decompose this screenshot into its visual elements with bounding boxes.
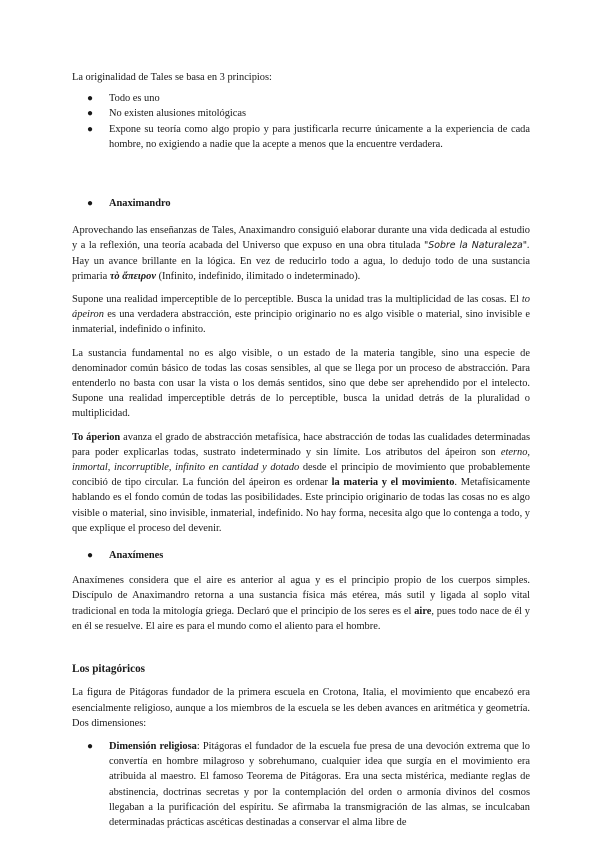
apeiron-bold-term: To áperion bbox=[72, 431, 121, 443]
anaximenes-heading: Anaxímenes bbox=[109, 550, 164, 562]
anaximandro-paragraph-4: To áperion avanza el grado de abstracción metafísica, hace abstracción de todas las cualidades determinadas para poder explicarlas todas, sustrato indeterminado y sin límite. Los atributos del ápeiron son eterno, inmortal, incorruptible, infinito en cantidad y dotado desde el principio de movimiento que probablemente concibió de tipo circular. La función del ápeiron es ordenar la materia y el movimiento. Metafísicamente hablando es el fondo común de todas las posibilidades. Este principio originario de todas las cosas no es algo visible o material, sino invisible, inmaterial, indefinido. No hay forma, necesita algo que lo contenga a todo, y que explique el proceso del devenir. bbox=[72, 431, 530, 534]
anaximandro-paragraph-3: La sustancia fundamental no es algo visible, o un estado de la materia tangible, sino una especie de denominador común básico de todas las cosas sensibles, al que se llega por un proceso de abstracción. Para entenderlo no basta con usar la vista o los demás sentidos, sino que debe ser aprehendido por el intelecto. Supone una realidad imperceptible detrás de lo perceptible, busca la unidad detrás de la pluralidad o multiplicidad. bbox=[72, 347, 530, 420]
pitagoricos-paragraph: La figura de Pitágoras fundador de la primera escuela en Crotona, Italia, el movimiento que encabezó era esencialmente religioso, aunque a los miembros de la escuela se les deben avances en aritmética y geometría. Dos dimensiones: bbox=[72, 687, 530, 729]
intro-paragraph: La originalidad de Tales se basa en 3 principios: bbox=[72, 72, 272, 83]
pitagoricos-dimensions-list bbox=[72, 739, 530, 830]
principle-text: No existen alusiones mitológicas bbox=[109, 108, 247, 120]
bullet-icon: ● bbox=[87, 108, 94, 120]
anaximandro-heading: Anaximandro bbox=[109, 198, 171, 210]
anaximenes-paragraph: Anaxímenes considera que el aire es anterior al agua y es el principio propio de los cuerpos simples. Discípulo de Anaximandro retorna a una sustancia física más etérea, más sutil y ligada al soplo vital tradicional en toda la mitología griega. Declaró que el principio de los seres es el aire, pues todo nace de él y en él se resuelve. El aire es para el mundo como el aliento para el hombre. bbox=[72, 575, 530, 632]
list-item bbox=[72, 106, 530, 121]
dimension-text: : Pitágoras el fundador de la escuela fue presa de una devoción extrema que lo convertía en hombre milagroso y sobrehumano, cualquier idea que surgía en el movimiento era atribuida al maestro. El famoso Teorema de Pitágoras. Era una secta mistérica, mediante reglas de abstinencia, doctrinas secretas y por la contemplación del orden o armonía divinos del cosmos llegaban a la purificación del espíritu. Se afirmaba la transmigración de las almas, se inculcaban determinadas prácticas ascéticas destinadas a conservar el alma libre de bbox=[109, 740, 531, 828]
bullet-icon: ● bbox=[87, 740, 94, 752]
materia-movimiento: la materia y el movimiento bbox=[331, 477, 455, 489]
bullet-icon: ● bbox=[87, 198, 94, 210]
greek-term: τὸ ἄπειρον bbox=[109, 270, 156, 282]
list-item bbox=[72, 739, 530, 830]
anaximandro-paragraph-1: Aprovechando las enseñanzas de Tales, Anaximandro consiguió elaborar durante una vida dedicada al estudio y a la reflexión, una teoría acabada del Universo que expuso en una obra titulada "Sobre la Naturaleza". Hay un avance brillante en la lógica. En vez de reducirlo todo a agua, lo dedujo todo de una sustancia primaria τὸ ἄπειρον (Infinito, indefinido, ilimitado o indeterminado). bbox=[72, 225, 530, 282]
anaximandro-paragraph-2: Supone una realidad imperceptible de lo perceptible. Busca la unidad tras la multiplicidad de las cosas. El to ápeiron es una verdadera abstracción, este principio originario no es algo visible o material, sino invisible e inmaterial, indefinido o infinito. bbox=[72, 294, 530, 336]
anaximandro-heading-list bbox=[72, 196, 530, 211]
list-item bbox=[72, 122, 530, 152]
document-body bbox=[72, 70, 530, 838]
bullet-icon: ● bbox=[87, 123, 94, 135]
principle-text: Todo es uno bbox=[109, 93, 160, 105]
anaximenes-heading-list bbox=[72, 548, 530, 563]
apeiron-term: to ápeiron bbox=[72, 294, 530, 321]
section-heading-item bbox=[72, 548, 530, 563]
list-item bbox=[72, 91, 530, 106]
bullet-icon: ● bbox=[87, 550, 94, 562]
principle-text: Expone su teoría como algo propio y para justificarla recurre únicamente a la experiencia de cada hombre, no exigiendo a nadie que la acepte a menos que la encuentre verdadera. bbox=[109, 123, 530, 150]
tales-principles-list bbox=[72, 91, 530, 152]
bullet-icon: ● bbox=[87, 93, 94, 105]
section-heading-item bbox=[72, 196, 530, 211]
pitagoricos-title: Los pitagóricos bbox=[72, 663, 146, 676]
aire-term: aire bbox=[414, 605, 432, 617]
dimension-label: Dimensión religiosa bbox=[109, 740, 197, 752]
apeiron-attributes: eterno, inmortal, incorruptible, infinito en cantidad y dotado bbox=[72, 446, 530, 474]
work-title: "Sobre la Naturaleza". bbox=[423, 240, 530, 252]
